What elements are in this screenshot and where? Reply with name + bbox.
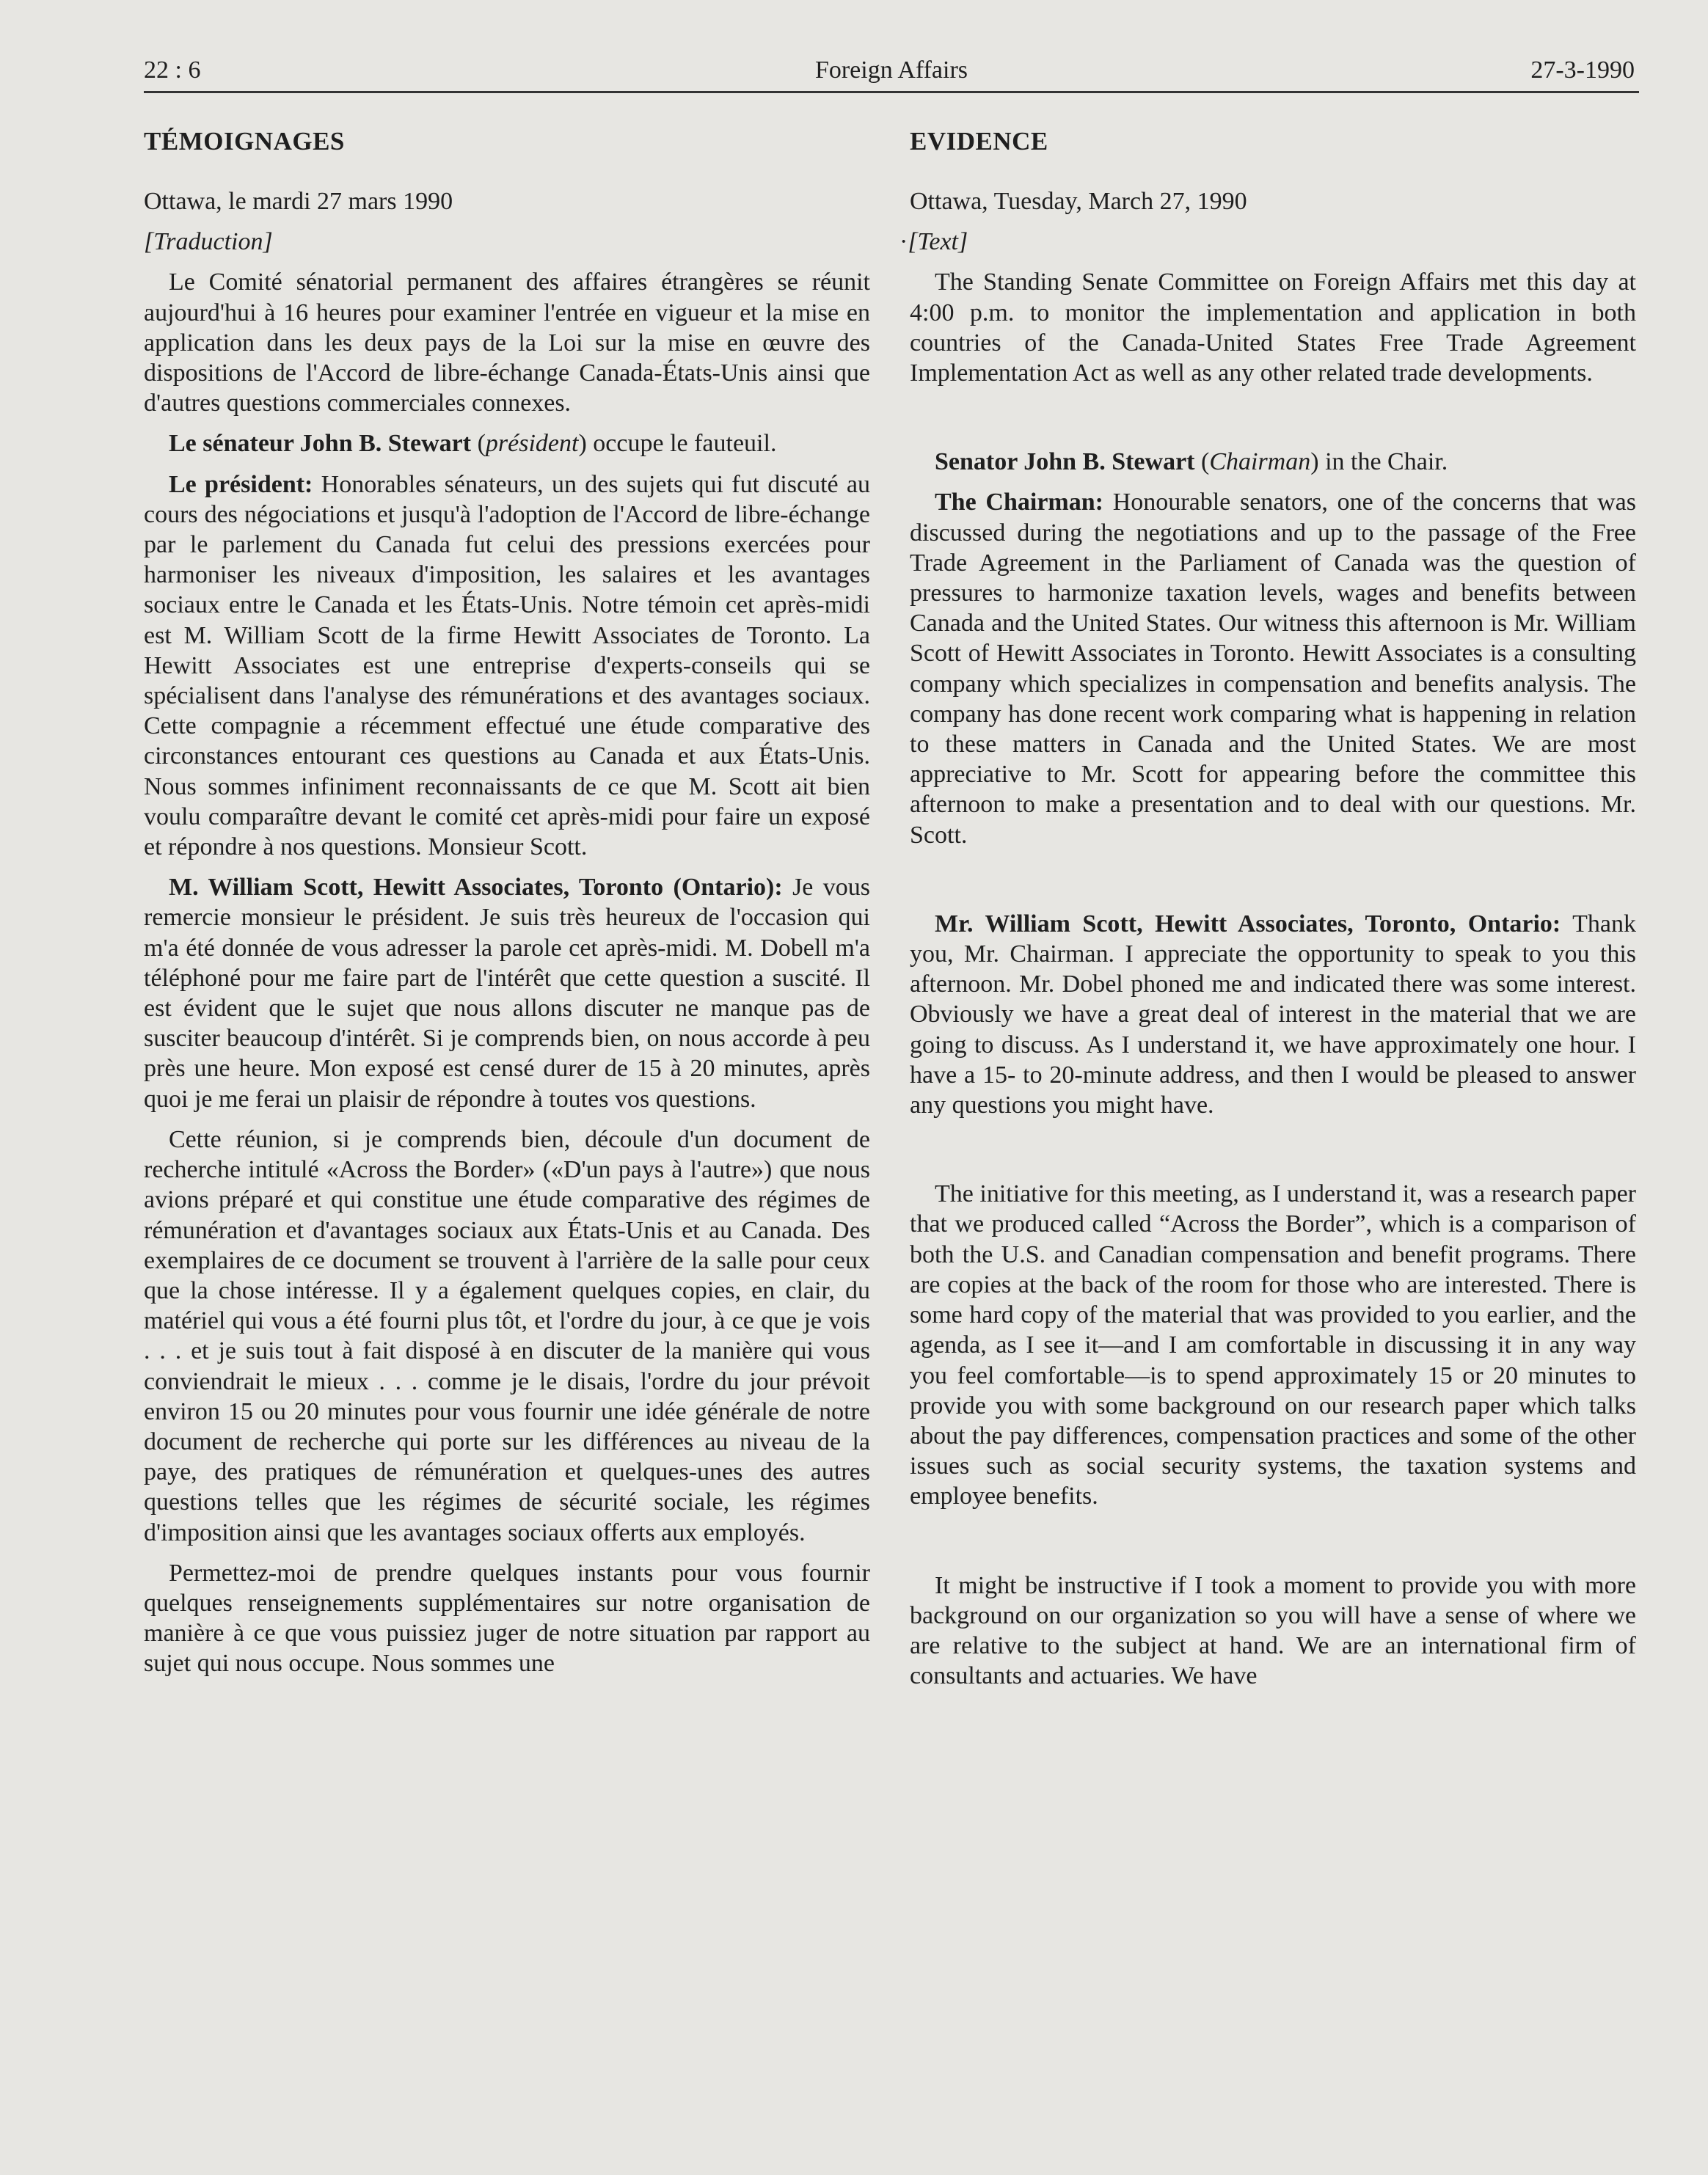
- french-presiding-name: Le sénateur John B. Stewart: [169, 430, 472, 458]
- french-presiding-role: président: [485, 430, 579, 458]
- french-intro: Le Comité sénatorial permanent des affaires étrangères se réunit aujourd'hui à 16 heures pour examiner l'entrée en vigueur et la mise en application dans les deux pays de la Loi sur la mise en œuvre des dispositions de l'Accord de libre-échange Canada-États-Unis ainsi que d'autres questions commerciales connexes.: [144, 268, 870, 417]
- english-text-note: [899, 227, 1636, 257]
- english-place-date: Ottawa, Tuesday, March 27, 1990: [910, 188, 1247, 215]
- english-presiding-name: Senator John B. Stewart: [935, 448, 1195, 476]
- french-place-date: Ottawa, le mardi 27 mars 1990: [144, 188, 453, 215]
- french-presiding: Le sénateur John B. Stewart (président) occupe le fauteuil.: [169, 430, 777, 458]
- english-witness-statement: [910, 909, 1636, 1120]
- french-witness-statement: [144, 872, 870, 1114]
- english-intro: The Standing Senate Committee on Foreign Affairs met this day at 4:00 p.m. to monitor the implementation and application in both countries of the Canada-United States Free Trade Agreement Implementation Act as well as any other related trade developments.: [910, 268, 1636, 387]
- english-presiding-suffix: in the Chair.: [1325, 448, 1448, 476]
- english-chair-statement: [910, 487, 1636, 849]
- english-presiding-role: Chairman: [1209, 448, 1311, 476]
- english-presiding: Senator John B. Stewart (Chairman) in the Chair.: [935, 448, 1448, 476]
- french-heading: TÉMOIGNAGES: [144, 127, 345, 156]
- english-column: [899, 126, 1637, 1691]
- english-organization-paragraph: It might be instructive if I took a moment to provide you with more background on our organization so you will have a sense of where we are relative to the subject at hand. We are an international firm of consultants and actuaries. We have: [910, 1571, 1636, 1690]
- french-chair-speaker: Le président:: [169, 470, 313, 498]
- english-chair-text: Honourable senators, one of the concerns that was discussed during the negotiations and up to the passage of the Free Trade Agreement in the Parliament of Canada was the question of pressures to harmonize taxation levels, wages and benefits between Canada and the United States. Our witness this afternoon is Mr. William Scott of Hewitt Associates in Toronto. Hewitt Associates is a consulting company which specializes in compensation and benefits analysis. The company has done recent work comparing what is happening in relation to these matters in Canada and the United States. We are most appreciative to Mr. Scott for appearing before the committee this afternoon to make a presentation and to deal with our questions. Mr. Scott.: [910, 489, 1637, 849]
- page-header: [144, 51, 1639, 93]
- text-note-text: [Text]: [908, 228, 968, 256]
- english-heading: EVIDENCE: [910, 127, 1048, 156]
- french-presiding-suffix: occupe le fauteuil.: [593, 430, 777, 458]
- french-meeting-paragraph: Cette réunion, si je comprends bien, découle d'un document de recherche intitulé «Across the Border» («D'un pays à l'autre») que nous avions préparé et qui constitue une étude comparative des régimes de rémunération et d'avantages sociaux aux États-Unis et au Canada. Des exemplaires de ce document se trouvent à l'arrière de la salle pour ceux que la chose intéresse. Il y a également quelques copies, en clair, du matériel qui vous a été fourni plus tôt, et l'ordre du jour, à ce que je vois . . . et je suis tout à fait disposé à en discuter de la manière qui vous conviendrait le mieux . . . comme je le disais, l'ordre du jour prévoit environ 15 ou 20 minutes pour vous fournir une idée générale de notre document de recherche qui porte sur les différences au niveau de la paye, des pratiques de rémunération et quelques-unes des autres questions telles que les régimes de sécurité sociale, les régimes d'imposition ainsi que les avantages sociaux offerts aux employés.: [144, 1125, 870, 1546]
- french-column: [144, 126, 870, 1679]
- english-chair-speaker: The Chairman:: [935, 489, 1103, 516]
- header-date: 27-3-1990: [1530, 56, 1635, 84]
- translation-note-text: [Traduction]: [144, 228, 273, 256]
- committee-name: Foreign Affairs: [814, 56, 968, 84]
- bullet-mark: ·: [899, 228, 908, 256]
- english-witness-text: Thank you, Mr. Chairman. I appreciate the opportunity to speak to you this afternoon. Mr. Dobel phoned me and indicated there was some interest. Obviously we have a great deal of interest in the material that we are going to discuss. As I understand it, we have approximately one hour. I have a 15- to 20-minute address, and then I would be pleased to answer any questions you might have.: [910, 910, 1636, 1119]
- french-chair-statement: [144, 469, 870, 863]
- english-initiative-paragraph: The initiative for this meeting, as I understand it, was a research paper that we produced called “Across the Border”, which is a comparison of both the U.S. and Canadian compensation and benefit programs. There are copies at the back of the room for those who are interested. There is some hard copy of the material that was provided to you earlier, and the agenda, as I see it—and I am comfortable in discussing it in any way you feel comfortable—is to spend approximately 15 or 20 minutes to provide you with some background on our research paper which talks about the pay differences, compensation practices and some of the other issues such as social security systems, the taxation systems and employee benefits.: [910, 1180, 1636, 1510]
- french-witness-speaker: M. William Scott, Hewitt Associates, Toronto (Ontario):: [169, 874, 783, 902]
- french-organization-paragraph: Permettez-moi de prendre quelques instants pour vous fournir quelques renseignements supplémentaires sur notre organisation de manière à ce que vous puissiez juger de notre situation par rapport au sujet qui nous occupe. Nous sommes une: [144, 1559, 870, 1678]
- english-witness-speaker: Mr. William Scott, Hewitt Associates, Toronto, Ontario:: [935, 910, 1561, 937]
- french-chair-text: Honorables sénateurs, un des sujets qui fut discuté au cours des négociations et jusqu'à l'adoption de l'Accord de libre-échange par le parlement du Canada fut celui des pressions exercées pour harmoniser les niveaux d'imposition, les salaires et les avantages sociaux entre le Canada et les États-Unis. Notre témoin cet après-midi est M. William Scott de la firme Hewitt Associates de Toronto. La Hewitt Associates est une entreprise d'experts-conseils qui se spécialisent dans l'analyse des rémunérations et des avantages sociaux. Cette compagnie a récemment effectué une étude comparative des circonstances entourant ces questions au Canada et aux États-Unis. Nous sommes infiniment reconnaissants de ce que M. Scott ait bien voulu comparaître devant le comité cet après-midi pour faire un exposé et répondre à nos questions. Monsieur Scott.: [144, 470, 871, 861]
- french-translation-note: [144, 227, 870, 257]
- page-number: 22 : 6: [144, 56, 201, 84]
- french-witness-text: Je vous remercie monsieur le président. Je suis très heureux de l'occasion qui m'a été donnée de vous adresser la parole cet après-midi. M. Dobell m'a téléphoné pour me faire part de l'intérêt que cette question a suscité. Il est évident que le sujet que nous allons discuter ne manque pas de susciter beaucoup d'intérêt. Si je comprends bien, on nous accorde à peu près une heure. Mon exposé est censé durer de 15 à 20 minutes, après quoi je me ferai un plaisir de répondre à toutes vos questions.: [144, 874, 871, 1113]
